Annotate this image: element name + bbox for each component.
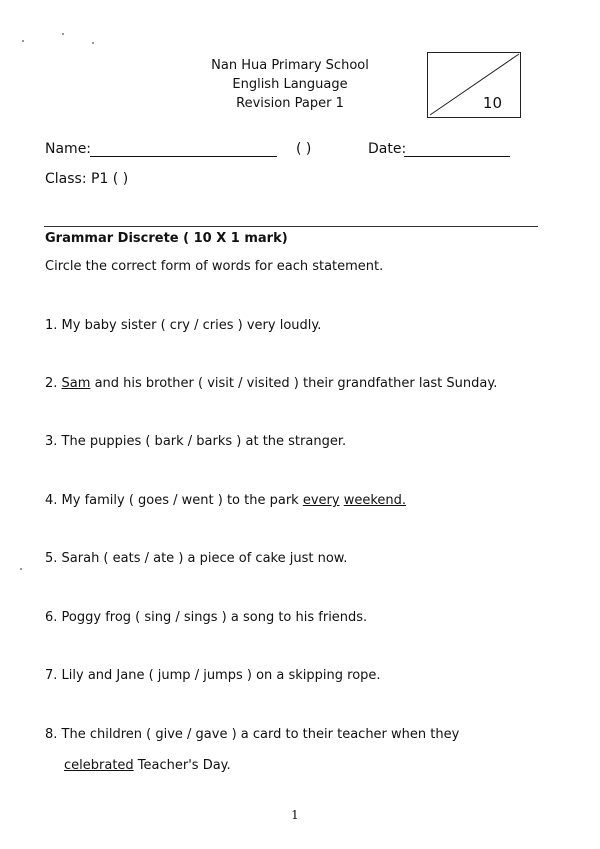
- date-field[interactable]: [404, 156, 510, 157]
- question-4[interactable]: [45, 492, 406, 510]
- underlined-word: Sam: [61, 376, 91, 391]
- underlined-word: celebrated: [64, 758, 134, 773]
- scan-speck: [20, 568, 22, 570]
- underlined-word: every: [302, 493, 340, 508]
- score-box-diagonal: [428, 53, 520, 117]
- subject-name: English Language: [232, 77, 348, 92]
- question-text: Teacher's Day.: [133, 758, 231, 773]
- question-1[interactable]: 1. My baby sister ( cry / cries ) very loudly.: [45, 318, 322, 333]
- underlined-word: weekend.: [343, 493, 407, 508]
- question-7[interactable]: 7. Lily and Jane ( jump / jumps ) on a skipping rope.: [45, 668, 381, 683]
- score-total: 10: [482, 94, 502, 112]
- question-8-continued[interactable]: [64, 758, 231, 773]
- question-8[interactable]: 8. The children ( give / gave ) a card to their teacher when they: [45, 727, 460, 742]
- class-field[interactable]: Class: P1 ( ): [45, 171, 129, 187]
- document-header: [160, 56, 420, 113]
- page-number: 1: [291, 808, 299, 822]
- date-label: Date:: [368, 141, 407, 157]
- question-3[interactable]: 3. The puppies ( bark / barks ) at the stranger.: [45, 434, 347, 449]
- question-text: 4. My family ( goes / went ) to the park: [45, 493, 303, 508]
- name-label: Name:: [45, 141, 92, 157]
- scan-speck: [62, 33, 64, 35]
- question-text: and his brother ( visit / visited ) their grandfather last Sunday.: [90, 376, 498, 391]
- section-divider: [44, 226, 538, 227]
- name-field[interactable]: [90, 156, 277, 157]
- question-5[interactable]: 5. Sarah ( eats / ate ) a piece of cake just now.: [45, 551, 348, 566]
- scan-speck: [22, 40, 24, 42]
- scan-speck: [92, 42, 94, 44]
- section-instruction: Circle the correct form of words for each statement.: [45, 259, 384, 274]
- question-6[interactable]: 6. Poggy frog ( sing / sings ) a song to his friends.: [45, 610, 368, 625]
- question-2[interactable]: [45, 375, 497, 393]
- paper-title: Revision Paper 1: [236, 96, 344, 111]
- question-number: 2.: [45, 376, 62, 391]
- section-title: Grammar Discrete ( 10 X 1 mark): [45, 231, 288, 246]
- school-name: Nan Hua Primary School: [211, 58, 369, 73]
- index-number-field[interactable]: ( ): [296, 141, 312, 157]
- score-box: [427, 52, 521, 118]
